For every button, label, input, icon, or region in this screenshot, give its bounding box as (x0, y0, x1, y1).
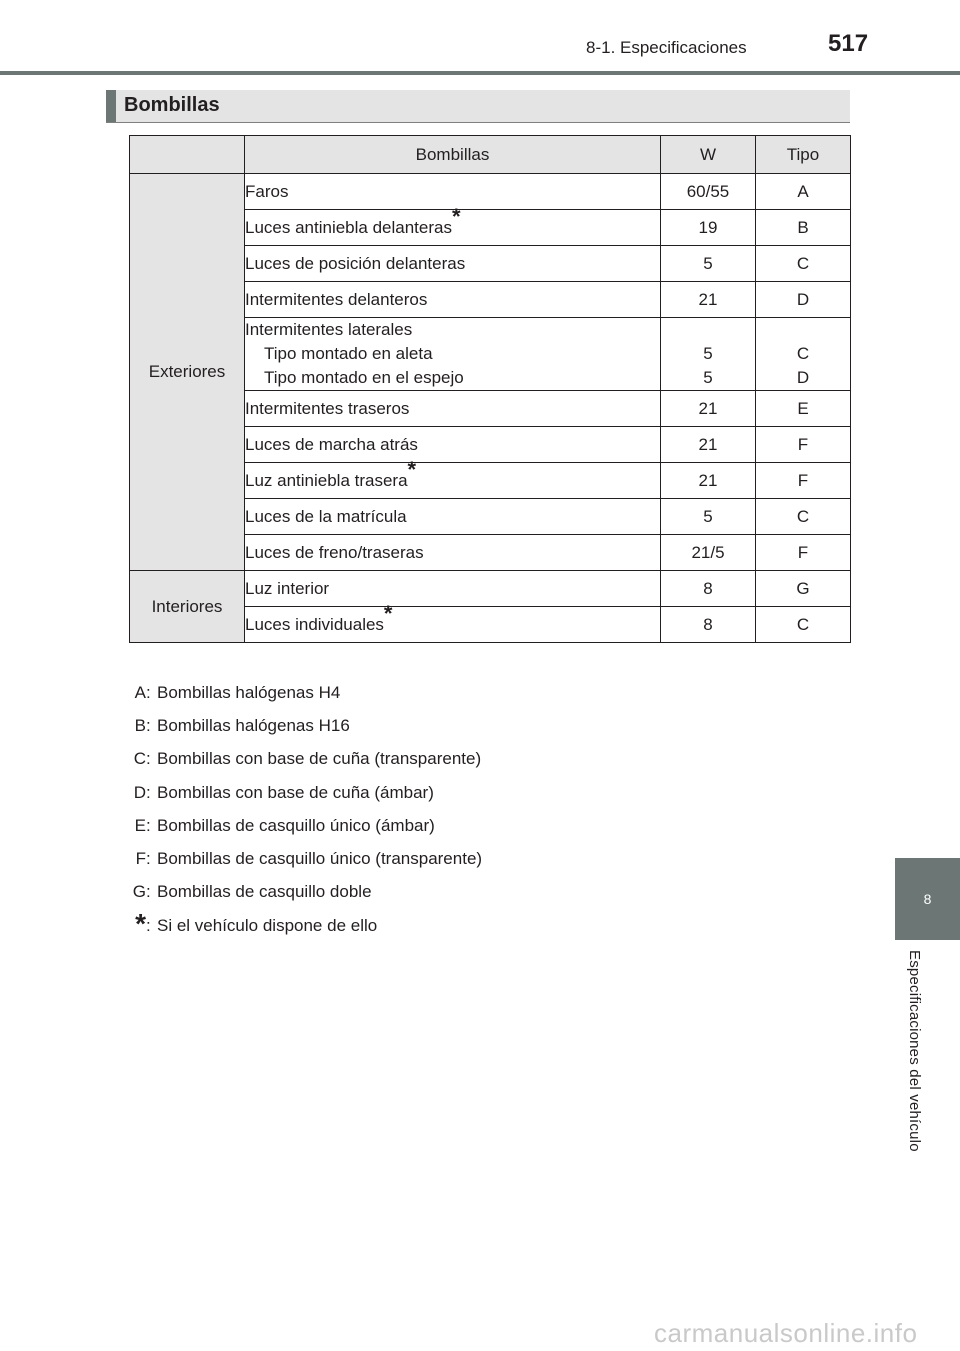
chapter-number: 8 (923, 891, 932, 907)
legend-item: A : Bombillas halógenas H4 (118, 676, 482, 709)
bulb-name: Luces individuales (245, 614, 384, 634)
legend-text: Bombillas halógenas H4 (157, 682, 341, 702)
bulb-name: Luz interior (245, 571, 661, 607)
bulb-watts: 5 (661, 499, 756, 535)
bulb-name: Luces de marcha atrás (245, 427, 661, 463)
bulb-watts: 8 (661, 571, 756, 607)
bulb-name: Luces de posición delanteras (245, 246, 661, 282)
legend-text: Bombillas de casquillo doble (157, 882, 372, 902)
bulb-watts: 5 (703, 368, 713, 387)
bulb-type: D (796, 368, 810, 387)
legend-text: Si el vehículo dispone de ello (157, 915, 378, 935)
section-title: Bombillas (124, 94, 220, 116)
bulb-name: Faros (245, 174, 661, 210)
legend-key: D (133, 782, 146, 802)
footnote-star: * (383, 600, 393, 626)
legend-key: C (133, 749, 146, 769)
bulb-type: C (756, 499, 851, 535)
bulb-name: Intermitentes traseros (245, 391, 661, 427)
bulb-type: D (756, 282, 851, 318)
watermark: carmanualsonline.info (654, 1318, 918, 1348)
chapter-tab[interactable] (895, 858, 960, 940)
legend-key: E (134, 815, 146, 835)
bulb-watts: 21 (661, 391, 756, 427)
bulb-watts: 5 (661, 246, 756, 282)
legend-text: Bombillas con base de cuña (ámbar) (157, 782, 434, 802)
bulb-subtype: Tipo montado en aleta (264, 344, 433, 363)
legend-key: A (134, 682, 146, 702)
bulb-name: Intermitentes laterales (245, 320, 413, 339)
column-header-tipo: Tipo (756, 136, 851, 174)
bulb-type: A (756, 174, 851, 210)
legend-item: * : Si el vehículo dispone de ello (118, 909, 482, 942)
column-header-w: W (661, 136, 756, 174)
bulb-watts: 21 (661, 463, 756, 499)
bulb-watts: 21/5 (661, 535, 756, 571)
legend-item: F : Bombillas de casquillo único (transparente) (118, 842, 482, 875)
bulb-type-cell (756, 318, 851, 391)
section-accent (106, 90, 116, 122)
table-header-row (130, 136, 851, 174)
bulb-name: Luces de freno/traseras (245, 535, 661, 571)
bulb-type: E (756, 391, 851, 427)
bulb-type: B (756, 210, 851, 246)
footnote-star: * (451, 203, 461, 229)
legend-item: G : Bombillas de casquillo doble (118, 876, 482, 909)
legend-text: Bombillas halógenas H16 (157, 715, 350, 735)
section-heading-bar (106, 90, 850, 123)
bulb-name-cell (245, 318, 661, 391)
group-cell-exteriores: Exteriores (130, 174, 245, 571)
footnote-star: * (407, 456, 417, 482)
bulb-name-cell (245, 456, 661, 499)
bulb-name-cell (245, 600, 661, 643)
bulb-watts: 19 (661, 210, 756, 246)
header-divider (0, 71, 960, 75)
bulb-watts: 60/55 (661, 174, 756, 210)
bulb-watts: 5 (703, 344, 713, 363)
bulb-name-cell (245, 203, 661, 246)
group-cell-interiores: Interiores (130, 571, 245, 643)
bulb-name: Intermitentes delanteros (245, 282, 661, 318)
legend-item: E : Bombillas de casquillo único (ámbar) (118, 809, 482, 842)
bulb-watts-cell (661, 318, 756, 391)
bulb-type: C (796, 344, 810, 363)
bulb-type: F (756, 535, 851, 571)
bulb-type-legend (118, 676, 482, 942)
legend-key: F (135, 849, 146, 869)
header-section-title: 8-1. Especificaciones (586, 38, 747, 57)
bulbs-table (129, 135, 851, 643)
legend-item: B : Bombillas halógenas H16 (118, 709, 482, 742)
legend-text: Bombillas de casquillo único (transparente) (157, 849, 483, 869)
bulb-name: Luz antiniebla trasera (245, 470, 408, 490)
bulb-watts: 21 (661, 427, 756, 463)
legend-key-cell (118, 907, 146, 939)
bulb-type: C (756, 607, 851, 643)
footnote-star: * (135, 907, 146, 939)
bulb-type: F (756, 427, 851, 463)
bulb-watts: 21 (661, 282, 756, 318)
column-header-bombillas: Bombillas (245, 136, 661, 174)
bulb-type: G (756, 571, 851, 607)
table-row (130, 571, 851, 607)
table-row (130, 174, 851, 210)
column-header-group (130, 136, 245, 174)
bulb-name: Luces de la matrícula (245, 499, 661, 535)
legend-key: G (132, 882, 146, 902)
legend-text: Bombillas de casquillo único (ámbar) (157, 815, 435, 835)
legend-item: C : Bombillas con base de cuña (transparente) (118, 743, 482, 776)
chapter-title: Especificaciones del vehículo (906, 950, 923, 1152)
bulb-watts: 8 (661, 607, 756, 643)
bulb-type: C (756, 246, 851, 282)
legend-key: B (134, 715, 146, 735)
bulb-name: Luces antiniebla delanteras (245, 217, 452, 237)
legend-text: Bombillas con base de cuña (transparente) (157, 749, 482, 769)
bulb-type: F (756, 463, 851, 499)
page-number: 517 (828, 30, 869, 57)
bulb-subtype: Tipo montado en el espejo (264, 368, 464, 387)
legend-item: D : Bombillas con base de cuña (ámbar) (118, 776, 482, 809)
